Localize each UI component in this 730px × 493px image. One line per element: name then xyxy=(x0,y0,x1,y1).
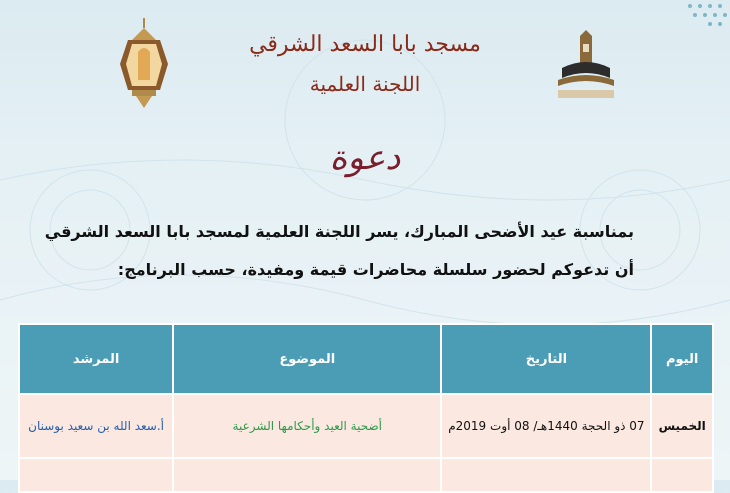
invitation-title: دعوة xyxy=(329,138,401,178)
invitation-line-1: بمناسبة عيد الأضحى المبارك، يسر اللجنة العلمية لمسجد بابا السعد الشرقي xyxy=(44,222,634,241)
cell-topic xyxy=(173,458,441,492)
header-day: اليوم xyxy=(651,324,713,394)
cell-topic: أضحية العيد وأحكامها الشرعية xyxy=(173,394,441,458)
table-row xyxy=(19,394,713,458)
cell-day: الخميس xyxy=(651,394,713,458)
masjid-name: مسجد بابا السعد الشرقي xyxy=(249,32,481,57)
schedule-table xyxy=(18,323,714,493)
cell-guide: أ.سعد الله بن سعيد بوسنان xyxy=(19,394,173,458)
table-row xyxy=(19,458,713,492)
invitation-line-2: أن تدعوكم لحضور سلسلة محاضرات قيمة ومفيدة، حسب البرنامج: xyxy=(117,260,634,279)
cell-day xyxy=(651,458,713,492)
table-header-row xyxy=(19,324,713,394)
cell-guide xyxy=(19,458,173,492)
header-guide: المرشد xyxy=(19,324,173,394)
header-date: التاريخ xyxy=(441,324,651,394)
header-topic: الموضوع xyxy=(173,324,441,394)
cell-date xyxy=(441,458,651,492)
cell-date: 07 ذو الحجة 1440هـ/ 08 أوت 2019م xyxy=(441,394,651,458)
committee-name: اللجنة العلمية xyxy=(309,72,421,96)
